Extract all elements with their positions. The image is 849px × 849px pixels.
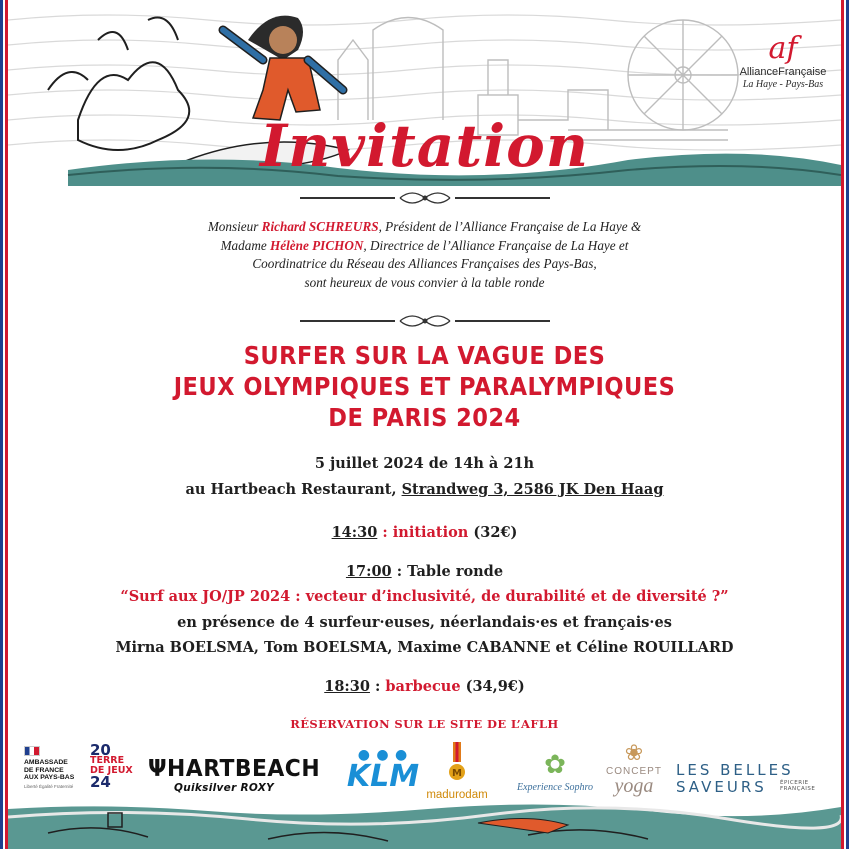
schedule-item-initiation (0, 524, 849, 541)
schedule-time: 18:30 (324, 678, 370, 695)
event-title-line-3: DE PARIS 2024 (328, 403, 521, 432)
belles-tag: ÉPICERIE FRANÇAISE (780, 780, 816, 792)
event-title-line-1: SURFER SUR LA VAGUE DES (243, 341, 606, 370)
schedule-separator: : (377, 524, 393, 541)
klm-crown-icon: ● ● ● (357, 747, 409, 763)
intro-line-2 (60, 237, 789, 256)
intro-line-1 (60, 218, 789, 237)
madurodam-medal-icon (449, 742, 465, 786)
schedule-time: 17:00 (345, 563, 392, 580)
klm-wordmark: KLM (346, 759, 420, 794)
french-flag-icon (24, 746, 40, 756)
klm-logo (338, 748, 428, 792)
embassy-line-3: AUX PAYS-BAS (24, 774, 75, 781)
round-table-presence: en présence de 4 surfeur·euses, néerlandais·es et français·es (177, 614, 672, 631)
concept-yoga-logo (604, 742, 664, 795)
event-venue (0, 481, 849, 498)
president-name: Richard SCHREURS (261, 219, 379, 234)
venue-address: Strandweg 3, 2586 JK Den Haag (401, 481, 664, 498)
tdj-de-jeux: DE JEUX (90, 765, 133, 776)
embassy-line-1: AMBASSADE (24, 759, 68, 766)
round-table-speakers: Mirna BOELSMA, Tom BOELSMA, Maxime CABANNE et Céline ROUILLARD (115, 639, 734, 656)
intro-line-4: sont heureux de vous convier à la table ronde (304, 274, 545, 290)
madurodam-medal-letter: M (452, 768, 462, 779)
footer-illustration (8, 803, 841, 849)
intro-line-1-suffix: , Président de l’Alliance Française de La Haye & (378, 219, 642, 234)
intro-line-3: Coordinatrice du Réseau des Alliances Françaises des Pays-Bas, (252, 256, 597, 271)
invitation-title: Invitation (259, 112, 590, 180)
af-logo-name: AllianceFrançaise (739, 66, 827, 78)
schedule-item-round-table (0, 563, 849, 580)
tdj-year-bottom: 24 (90, 773, 111, 791)
embassy-line-2: DE FRANCE (24, 766, 64, 774)
event-title (0, 340, 849, 433)
director-name: Hélène PICHON (270, 237, 364, 253)
venue-name: au Hartbeach Restaurant, (185, 481, 402, 498)
round-table-theme: “Surf aux JO/JP 2024 : vecteur d’inclusivité, de durabilité et de diversité ?” (120, 588, 729, 605)
af-logo-mark: af (768, 31, 798, 66)
schedule-price: (34,9€) (460, 678, 525, 695)
embassy-logo (24, 746, 80, 789)
tree-icon: ✿ (544, 750, 566, 780)
hartbeach-name: HARTBEACH (167, 756, 321, 782)
schedule-item-barbecue (0, 678, 849, 695)
concept-yoga-line-1: CONCEPT (606, 766, 662, 777)
intro-line-2-suffix: , Directrice de l’Alliance Française de La Haye et (363, 237, 629, 253)
embassy-motto: Liberté Égalité Fraternité (24, 783, 74, 789)
sophro-wordmark: Experience Sophro (517, 782, 593, 793)
ornament-divider-top (300, 188, 550, 208)
concept-yoga-line-2: yoga (614, 775, 654, 797)
tdj-year-top: 20 (90, 741, 111, 759)
sponsor-logos (20, 742, 840, 804)
trident-icon: Ψ (148, 756, 168, 782)
schedule-separator: : (369, 678, 386, 695)
hartbeach-logo (148, 756, 320, 782)
quiksilver-roxy-logo: Quiksilver ROXY (174, 782, 275, 794)
belles-line-1: LES BELLES (676, 761, 794, 779)
intro-text (60, 218, 789, 292)
intro-line-2-prefix: Madame (220, 237, 271, 253)
belles-line-2: SAVEURS (676, 778, 767, 796)
intro-line-1-prefix: Monsieur (207, 219, 262, 234)
schedule-separator: : (391, 563, 408, 580)
event-date: 5 juillet 2024 de 14h à 21h (314, 455, 535, 472)
schedule-label: barbecue (385, 678, 461, 695)
les-belles-saveurs-logo (676, 762, 822, 796)
schedule-label: Table ronde (407, 563, 504, 580)
reservation-note: RÉSERVATION SUR LE SITE DE L’AFLH (290, 717, 559, 731)
tdj-terre: TERRE (90, 755, 125, 766)
schedule-price: (32€) (468, 524, 518, 541)
af-logo-city: La Haye - Pays-Bas (742, 79, 824, 90)
event-title-line-2: JEUX OLYMPIQUES ET PARALYMPIQUES (173, 372, 676, 401)
ornament-divider-middle (300, 311, 550, 331)
alliance-francaise-logo (728, 31, 838, 90)
schedule-time: 14:30 (331, 524, 378, 541)
schedule-label: initiation (392, 524, 469, 541)
terre-de-jeux-logo (90, 741, 142, 791)
lotus-icon: ❀ (624, 741, 644, 766)
madurodam-logo (425, 742, 489, 801)
experience-sophro-logo (510, 748, 600, 793)
madurodam-wordmark: madurodam (426, 789, 488, 801)
